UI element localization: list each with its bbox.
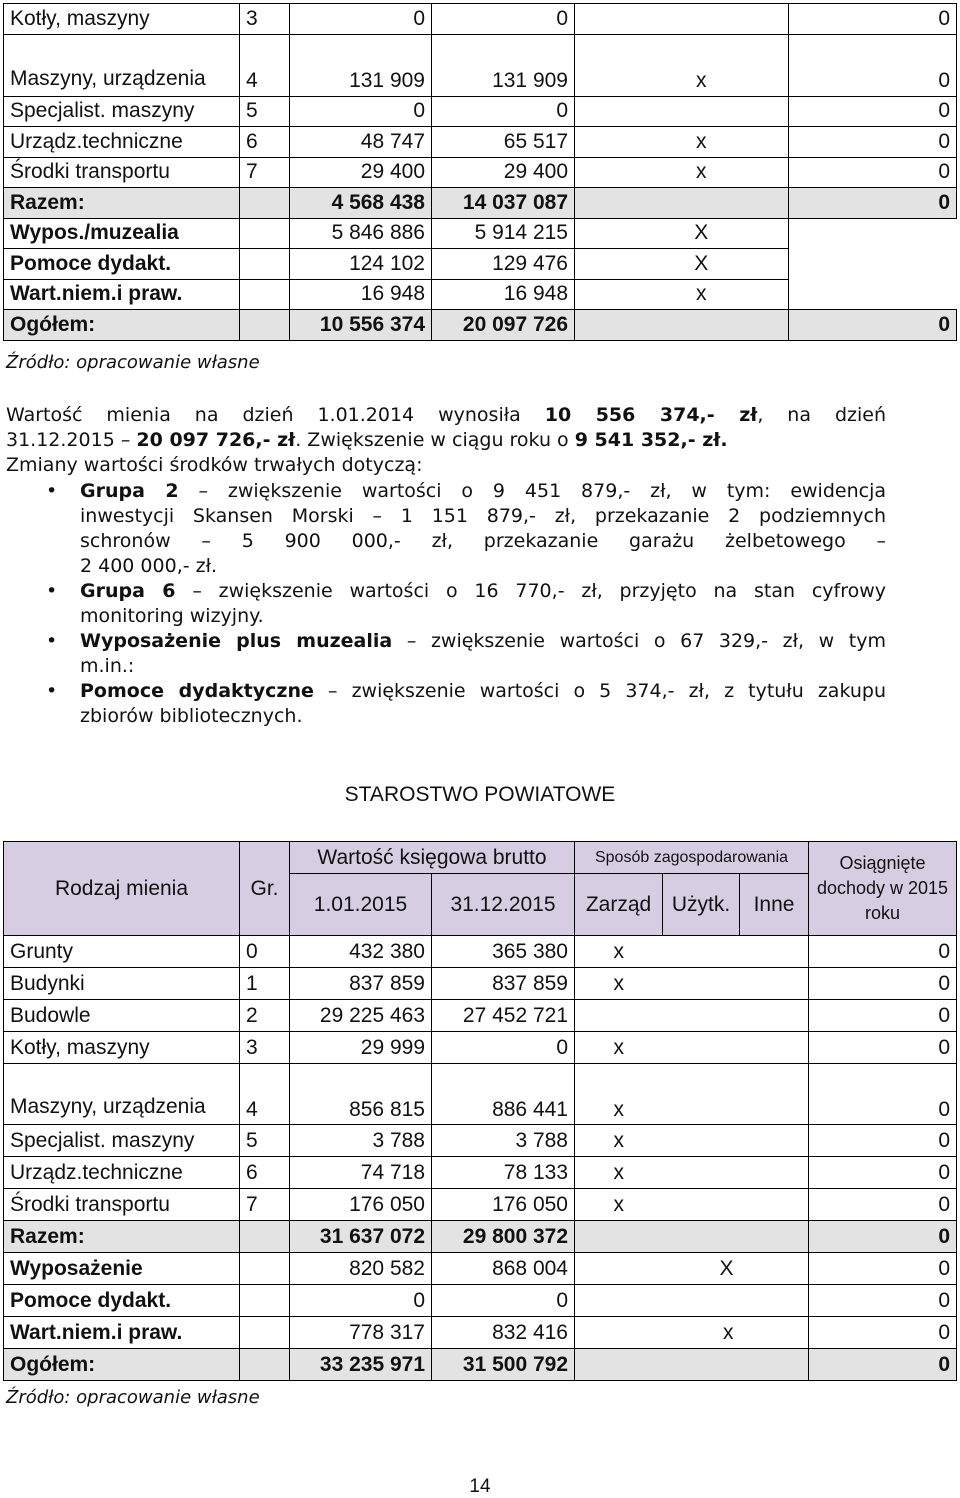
- row-value-start-cell: 5 846 886: [290, 218, 432, 249]
- row-value-start-cell: 837 859: [290, 968, 432, 1000]
- header-wartosc: Wartość księgowa brutto: [290, 842, 575, 874]
- row-dochody-cell: 0: [809, 1064, 957, 1125]
- table-row: [4, 1253, 957, 1285]
- row-inne-cell: [740, 1157, 809, 1189]
- row-value-end-cell: 0: [432, 1285, 575, 1317]
- row-group-cell: 1: [240, 968, 290, 1000]
- row-group-cell: 3: [240, 4, 290, 35]
- changes-intro: Zmiany wartości środków trwałych dotyczą:: [6, 454, 423, 476]
- row-group-cell: [240, 1285, 290, 1317]
- row-group-cell: 7: [240, 1189, 290, 1221]
- row-value-start-cell: 33 235 971: [290, 1349, 432, 1381]
- row-name-cell: Pomoce dydakt.: [4, 249, 240, 280]
- row-zarzad-cell: x: [575, 1064, 663, 1125]
- table-row: [4, 1285, 957, 1317]
- row-value-start-cell: 29 400: [290, 157, 432, 188]
- row-uzytk-cell: [663, 1349, 740, 1381]
- header-uzytk: Użytk.: [663, 874, 740, 936]
- row-group-cell: 4: [240, 34, 290, 96]
- row-value-start-cell: 29 999: [290, 1032, 432, 1064]
- row-zarzad-cell: x: [575, 968, 663, 1000]
- table-row: [4, 249, 957, 280]
- row-dochody-cell: 0: [789, 96, 957, 127]
- bullet-line: [80, 479, 886, 504]
- row-name-cell: Ogółem:: [4, 1349, 240, 1381]
- table-row: [4, 34, 957, 96]
- row-value-start-cell: 176 050: [290, 1189, 432, 1221]
- bullet-line-text: inwestycji Skansen Morski – 1 151 879,- zł, przekazanie 2 podziemnych: [80, 505, 886, 527]
- row-zarzad-cell: [575, 1221, 663, 1253]
- row-value-end-cell: 832 416: [432, 1317, 575, 1349]
- summary-line-2: 31.12.2015 – 20 097 726,- zł. Zwiększenie w ciągu roku o 9 541 352,- zł.: [6, 429, 728, 451]
- row-name-cell: Maszyny, urządzenia: [4, 1064, 240, 1125]
- row-name-cell: Wyposażenie: [4, 1253, 240, 1285]
- row-dochody-cell: 0: [809, 1032, 957, 1064]
- row-zarzad-cell: [575, 310, 615, 341]
- row-dochody-cell: 0: [789, 34, 957, 96]
- row-value-start-cell: 31 637 072: [290, 1221, 432, 1253]
- row-uzytk-cell: [663, 1221, 740, 1253]
- row-name-cell: Specjalist. maszyny: [4, 1125, 240, 1157]
- row-value-end-cell: 868 004: [432, 1253, 575, 1285]
- row-value-start-cell: 0: [290, 4, 432, 35]
- row-group-cell: [240, 218, 290, 249]
- row-value-end-cell: 176 050: [432, 1189, 575, 1221]
- row-value-start-cell: 29 225 463: [290, 1000, 432, 1032]
- row-uzytk-cell: [663, 936, 740, 968]
- header-inne: Inne: [740, 874, 809, 936]
- bullet-icon: •: [46, 630, 58, 652]
- row-name-cell: Razem:: [4, 188, 240, 219]
- change-list-item: [6, 579, 886, 629]
- table-row: [4, 1157, 957, 1189]
- row-value-end-cell: 0: [432, 96, 575, 127]
- row-inne-cell: [740, 1317, 809, 1349]
- row-value-end-cell: 27 452 721: [432, 1000, 575, 1032]
- table-row: [4, 936, 957, 968]
- row-value-start-cell: 432 380: [290, 936, 432, 968]
- row-uzytk-cell: [615, 310, 789, 341]
- bullet-line-text: – zwiększenie wartości o 16 770,- zł, przyjęto na stan cyfrowy: [192, 580, 886, 602]
- table-row: [4, 1032, 957, 1064]
- bullet-last-line: 2 400 000,- zł.: [80, 555, 218, 577]
- table1-source-note: Źródło: opracowanie własne: [6, 352, 260, 373]
- row-group-cell: 5: [240, 96, 290, 127]
- change-list-item: [6, 479, 886, 579]
- bullet-title: Grupa 6: [80, 580, 176, 602]
- row-dochody-cell: 0: [809, 968, 957, 1000]
- bullet-last-line: zbiorów bibliotecznych.: [80, 705, 303, 727]
- table-row: [4, 1317, 957, 1349]
- row-value-end-cell: 3 788: [432, 1125, 575, 1157]
- summary-line-1: Wartość mienia na dzień 1.01.2014 wynosiła 10 556 374,- zł, na dzień: [6, 404, 886, 426]
- row-name-cell: Kotły, maszyny: [4, 4, 240, 35]
- row-value-start-cell: 16 948: [290, 279, 432, 310]
- bullet-title: Grupa 2: [80, 480, 179, 502]
- row-value-start-cell: 778 317: [290, 1317, 432, 1349]
- row-zarzad-cell: [575, 127, 615, 158]
- table2-source-note: Źródło: opracowanie własne: [6, 1387, 260, 1408]
- row-zarzad-cell: [575, 1317, 663, 1349]
- row-group-cell: 4: [240, 1064, 290, 1125]
- row-inne-cell: [740, 1253, 809, 1285]
- bullet-line: [80, 529, 886, 554]
- row-zarzad-cell: [575, 1000, 663, 1032]
- row-name-cell: Maszyny, urządzenia: [4, 34, 240, 96]
- row-value-start-cell: 0: [290, 96, 432, 127]
- row-zarzad-cell: [575, 157, 615, 188]
- row-dochody-cell: 0: [809, 1285, 957, 1317]
- table-row: [4, 968, 957, 1000]
- change-list-item: [6, 679, 886, 729]
- row-uzytk-cell: [663, 1157, 740, 1189]
- row-group-cell: 7: [240, 157, 290, 188]
- row-group-cell: [240, 249, 290, 280]
- bullet-title: Pomoce dydaktyczne: [80, 680, 314, 702]
- row-dochody-cell: 0: [809, 1157, 957, 1189]
- row-dochody-cell: 0: [789, 127, 957, 158]
- table-row: [4, 218, 957, 249]
- row-dochody-cell: 0: [789, 4, 957, 35]
- row-name-cell: Kotły, maszyny: [4, 1032, 240, 1064]
- row-dochody-cell: [789, 218, 957, 249]
- row-name-cell: Budynki: [4, 968, 240, 1000]
- starostwo-property-table: [3, 841, 957, 1381]
- table-row: [4, 127, 957, 158]
- row-value-end-cell: 129 476: [432, 249, 575, 280]
- row-uzytk-cell: [663, 1000, 740, 1032]
- row-zarzad-cell: [575, 249, 615, 280]
- row-dochody-cell: 0: [789, 310, 957, 341]
- row-value-start-cell: 131 909: [290, 34, 432, 96]
- section-title: STAROSTWO POWIATOWE: [344, 783, 616, 806]
- row-dochody-cell: 0: [809, 1253, 957, 1285]
- row-name-cell: Grunty: [4, 936, 240, 968]
- row-dochody-cell: 0: [809, 1189, 957, 1221]
- row-zarzad-cell: [575, 188, 615, 219]
- row-uzytk-cell: [663, 1189, 740, 1221]
- table-row: [4, 279, 957, 310]
- row-value-end-cell: 78 133: [432, 1157, 575, 1189]
- row-uzytk-cell: [615, 96, 789, 127]
- row-zarzad-cell: [575, 1285, 663, 1317]
- row-uzytk-cell: X: [615, 249, 789, 280]
- page-number: 14: [469, 1476, 491, 1497]
- table-row: [4, 1125, 957, 1157]
- row-name-cell: Środki transportu: [4, 1189, 240, 1221]
- row-value-end-cell: 5 914 215: [432, 218, 575, 249]
- row-uzytk-cell: [615, 4, 789, 35]
- row-value-end-cell: 20 097 726: [432, 310, 575, 341]
- row-value-start-cell: 4 568 438: [290, 188, 432, 219]
- row-group-cell: 6: [240, 127, 290, 158]
- table-row: [4, 1000, 957, 1032]
- row-uzytk-cell: x: [663, 1317, 740, 1349]
- row-name-cell: Specjalist. maszyny: [4, 96, 240, 127]
- bullet-line-text: – zwiększenie wartości o 67 329,- zł, w tym: [406, 630, 886, 652]
- bullet-line: [80, 579, 886, 604]
- bullet-line-text: – zwiększenie wartości o 5 374,- zł, z tytułu zakupu: [327, 680, 887, 702]
- row-value-end-cell: 16 948: [432, 279, 575, 310]
- row-name-cell: Budowle: [4, 1000, 240, 1032]
- bullet-line: [80, 504, 886, 529]
- row-group-cell: [240, 1349, 290, 1381]
- row-value-end-cell: 31 500 792: [432, 1349, 575, 1381]
- row-name-cell: Wypos./muzealia: [4, 218, 240, 249]
- table-row: [4, 4, 957, 35]
- row-dochody-cell: 0: [809, 1317, 957, 1349]
- row-dochody-cell: 0: [809, 1125, 957, 1157]
- row-name-cell: Urządz.techniczne: [4, 127, 240, 158]
- row-uzytk-cell: x: [615, 127, 789, 158]
- row-value-end-cell: 837 859: [432, 968, 575, 1000]
- row-value-end-cell: 29 400: [432, 157, 575, 188]
- row-zarzad-cell: [575, 34, 615, 96]
- row-value-start-cell: 0: [290, 1285, 432, 1317]
- header-date-start: 1.01.2015: [290, 874, 432, 936]
- row-dochody-cell: 0: [789, 157, 957, 188]
- row-uzytk-cell: [663, 1125, 740, 1157]
- row-uzytk-cell: [615, 188, 789, 219]
- table-row: [4, 1349, 957, 1381]
- row-zarzad-cell: [575, 1253, 663, 1285]
- row-zarzad-cell: x: [575, 1189, 663, 1221]
- bullet-line: [80, 679, 886, 704]
- row-value-start-cell: 10 556 374: [290, 310, 432, 341]
- row-name-cell: Wart.niem.i praw.: [4, 1317, 240, 1349]
- row-value-end-cell: 131 909: [432, 34, 575, 96]
- row-uzytk-cell: x: [615, 279, 789, 310]
- row-name-cell: Wart.niem.i praw.: [4, 279, 240, 310]
- row-zarzad-cell: x: [575, 1125, 663, 1157]
- row-value-start-cell: 3 788: [290, 1125, 432, 1157]
- row-group-cell: [240, 310, 290, 341]
- row-uzytk-cell: [663, 1285, 740, 1317]
- row-name-cell: Ogółem:: [4, 310, 240, 341]
- row-name-cell: Środki transportu: [4, 157, 240, 188]
- row-group-cell: [240, 1317, 290, 1349]
- row-value-start-cell: 74 718: [290, 1157, 432, 1189]
- summary-paragraph: [6, 403, 886, 478]
- header-gr: Gr.: [240, 842, 290, 936]
- table-row: [4, 96, 957, 127]
- row-uzytk-cell: X: [615, 218, 789, 249]
- bullet-line: [80, 629, 886, 654]
- row-value-end-cell: 29 800 372: [432, 1221, 575, 1253]
- header-zarzad: Zarząd: [575, 874, 663, 936]
- row-inne-cell: [740, 1000, 809, 1032]
- row-value-end-cell: 0: [432, 1032, 575, 1064]
- bullet-title: Wyposażenie plus muzealia: [80, 630, 393, 652]
- row-zarzad-cell: x: [575, 936, 663, 968]
- row-zarzad-cell: [575, 96, 615, 127]
- row-value-end-cell: 365 380: [432, 936, 575, 968]
- row-name-cell: Urządz.techniczne: [4, 1157, 240, 1189]
- bullet-last-line: m.in.:: [80, 655, 135, 677]
- bullet-line-text: schronów – 5 900 000,- zł, przekazanie garażu żelbetowego –: [80, 530, 886, 552]
- header-sposob: Sposób zagospodarowania: [575, 842, 809, 874]
- bullet-last-line: monitoring wizyjny.: [80, 605, 264, 627]
- row-uzytk-cell: x: [615, 157, 789, 188]
- row-group-cell: 5: [240, 1125, 290, 1157]
- row-group-cell: 6: [240, 1157, 290, 1189]
- row-zarzad-cell: [575, 218, 615, 249]
- table-row: [4, 157, 957, 188]
- row-inne-cell: [740, 1064, 809, 1125]
- row-group-cell: 0: [240, 936, 290, 968]
- row-inne-cell: [740, 936, 809, 968]
- row-dochody-cell: 0: [809, 1221, 957, 1253]
- bullet-line-text: – zwiększenie wartości o 9 451 879,- zł, w tym: ewidencja: [198, 480, 886, 502]
- row-dochody-cell: [789, 249, 957, 280]
- row-value-end-cell: 886 441: [432, 1064, 575, 1125]
- row-dochody-cell: 0: [809, 936, 957, 968]
- row-value-start-cell: 124 102: [290, 249, 432, 280]
- table-row: [4, 1221, 957, 1253]
- row-group-cell: [240, 279, 290, 310]
- row-value-start-cell: 48 747: [290, 127, 432, 158]
- row-group-cell: [240, 1221, 290, 1253]
- row-uzytk-cell: [663, 968, 740, 1000]
- changes-list: [6, 479, 886, 729]
- row-dochody-cell: 0: [789, 188, 957, 219]
- row-value-start-cell: 856 815: [290, 1064, 432, 1125]
- row-group-cell: [240, 1253, 290, 1285]
- property-table-continued: [3, 3, 957, 341]
- table-row: [4, 1189, 957, 1221]
- change-list-item: [6, 629, 886, 679]
- row-value-end-cell: 14 037 087: [432, 188, 575, 219]
- row-value-end-cell: 65 517: [432, 127, 575, 158]
- row-zarzad-cell: [575, 1349, 663, 1381]
- row-inne-cell: [740, 1349, 809, 1381]
- row-uzytk-cell: X: [663, 1253, 740, 1285]
- table-row: [4, 310, 957, 341]
- table-row: [4, 1064, 957, 1125]
- row-dochody-cell: [789, 279, 957, 310]
- row-zarzad-cell: [575, 279, 615, 310]
- row-name-cell: Pomoce dydakt.: [4, 1285, 240, 1317]
- row-uzytk-cell: x: [615, 34, 789, 96]
- row-zarzad-cell: [575, 4, 615, 35]
- row-value-end-cell: 0: [432, 4, 575, 35]
- header-date-end: 31.12.2015: [432, 874, 575, 936]
- row-group-cell: 3: [240, 1032, 290, 1064]
- row-inne-cell: [740, 1285, 809, 1317]
- row-uzytk-cell: [663, 1032, 740, 1064]
- row-group-cell: 2: [240, 1000, 290, 1032]
- row-inne-cell: [740, 1221, 809, 1253]
- row-inne-cell: [740, 968, 809, 1000]
- row-group-cell: [240, 188, 290, 219]
- bullet-icon: •: [46, 680, 58, 702]
- row-zarzad-cell: x: [575, 1157, 663, 1189]
- header-dochody: Osiągnięte dochody w 2015 roku: [809, 842, 957, 936]
- row-inne-cell: [740, 1125, 809, 1157]
- row-inne-cell: [740, 1189, 809, 1221]
- row-name-cell: Razem:: [4, 1221, 240, 1253]
- row-uzytk-cell: [663, 1064, 740, 1125]
- table-row: [4, 188, 957, 219]
- row-dochody-cell: 0: [809, 1349, 957, 1381]
- row-dochody-cell: 0: [809, 1000, 957, 1032]
- bullet-icon: •: [46, 580, 58, 602]
- row-inne-cell: [740, 1032, 809, 1064]
- bullet-icon: •: [46, 480, 58, 502]
- row-value-start-cell: 820 582: [290, 1253, 432, 1285]
- header-rodzaj: Rodzaj mienia: [4, 842, 240, 936]
- row-zarzad-cell: x: [575, 1032, 663, 1064]
